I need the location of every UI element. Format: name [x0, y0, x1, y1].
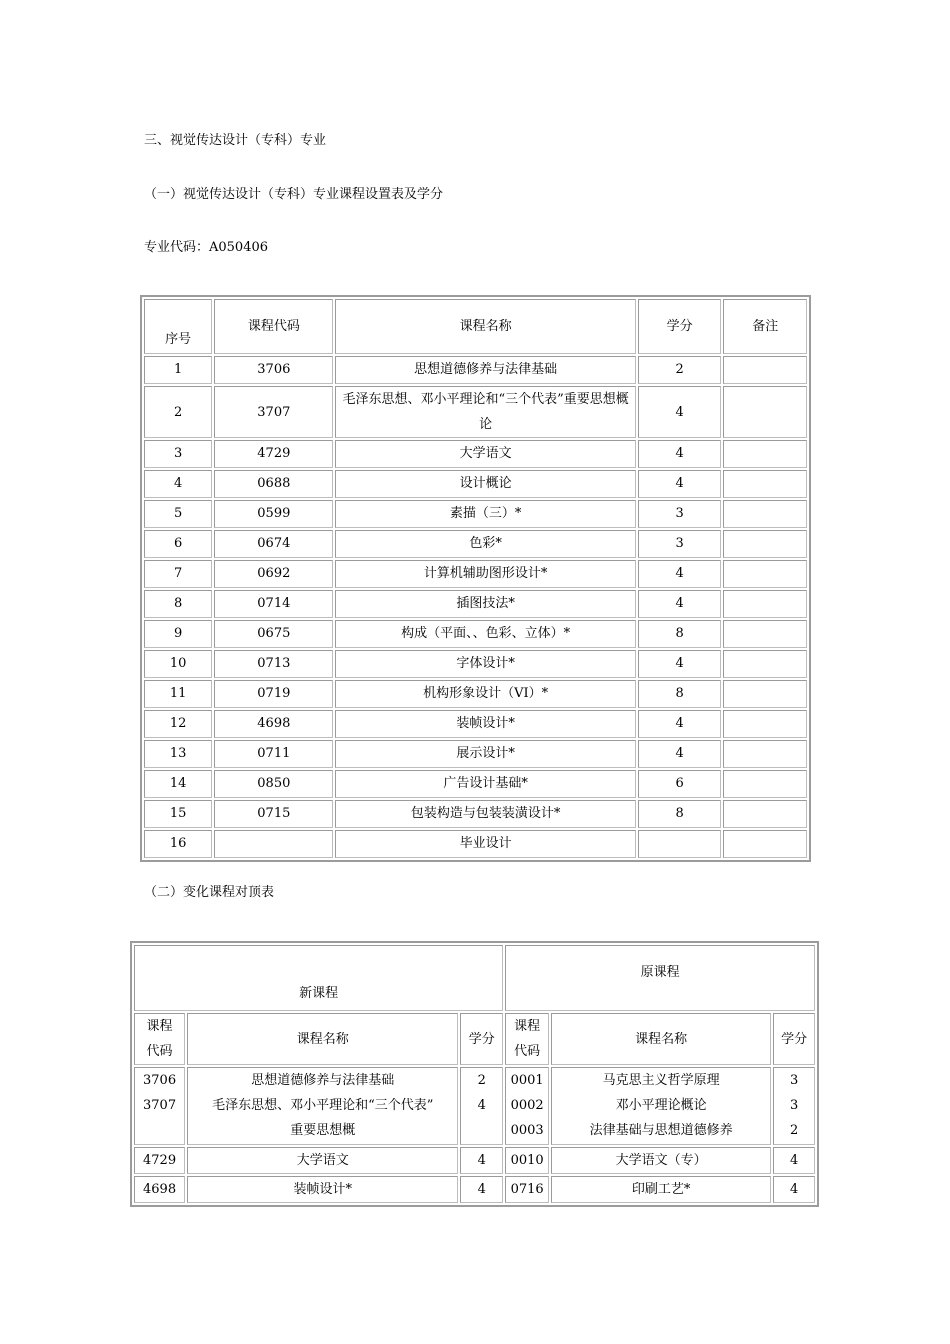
row-code: 0715	[214, 800, 333, 828]
new-codes-cell	[134, 1067, 185, 1145]
new-code-header-line1: 课程	[146, 1019, 173, 1034]
row-code: 0719	[214, 680, 333, 708]
row-seq: 14	[144, 770, 212, 798]
row-note	[723, 800, 807, 828]
old-name: 大学语文（专）	[551, 1147, 771, 1174]
table2-group-header-row	[134, 945, 815, 1011]
row-name: 设计概论	[335, 470, 636, 498]
row-name: 计算机辅助图形设计*	[335, 560, 636, 588]
old-code: 0716	[505, 1176, 549, 1203]
table-row	[144, 830, 807, 858]
row-code: 0711	[214, 740, 333, 768]
row-name: 插图技法*	[335, 590, 636, 618]
row-credit: 8	[638, 680, 722, 708]
old-course-header: 原课程	[505, 945, 815, 1011]
row-name: 思想道德修养与法律基础	[335, 356, 636, 384]
old-code: 0010	[505, 1147, 549, 1174]
table-row	[134, 1067, 815, 1145]
row-credit: 4	[638, 590, 722, 618]
row-name: 展示设计*	[335, 740, 636, 768]
old-name: 邓小平理论概论	[615, 1098, 707, 1113]
row-seq: 2	[144, 386, 212, 438]
row-note	[723, 740, 807, 768]
old-code-header	[505, 1013, 549, 1065]
row-seq: 4	[144, 470, 212, 498]
row-note	[723, 590, 807, 618]
row-seq: 10	[144, 650, 212, 678]
old-credit: 2	[789, 1123, 799, 1138]
row-code: 3707	[214, 386, 333, 438]
new-course-header: 新课程	[134, 945, 503, 1011]
row-code: 0692	[214, 560, 333, 588]
table-row	[144, 500, 807, 528]
row-note	[723, 500, 807, 528]
old-code: 0002	[510, 1098, 544, 1113]
row-code: 3706	[214, 356, 333, 384]
table-row	[134, 1176, 815, 1203]
row-credit: 4	[638, 650, 722, 678]
new-name: 重要思想概	[290, 1123, 356, 1138]
row-credit: 4	[638, 386, 722, 438]
row-seq: 5	[144, 500, 212, 528]
new-code: 3706	[143, 1073, 177, 1088]
header-credit: 学分	[638, 299, 722, 354]
table-row	[144, 530, 807, 558]
table-row	[144, 770, 807, 798]
row-note	[723, 770, 807, 798]
old-credit: 4	[773, 1176, 815, 1203]
row-seq: 13	[144, 740, 212, 768]
new-credit: 4	[460, 1147, 503, 1174]
row-credit: 4	[638, 740, 722, 768]
new-credits-cell	[460, 1067, 503, 1145]
header-name: 课程名称	[335, 299, 636, 354]
row-seq: 8	[144, 590, 212, 618]
table-row	[144, 470, 807, 498]
new-credit: 4	[477, 1098, 486, 1113]
new-code-header	[134, 1013, 185, 1065]
table2-sub-header-row	[134, 1013, 815, 1065]
header-code: 课程代码	[214, 299, 333, 354]
course-change-table	[130, 941, 819, 1207]
old-name: 马克思主义哲学原理	[602, 1073, 720, 1088]
row-credit: 3	[638, 530, 722, 558]
old-credit: 3	[789, 1098, 799, 1113]
table-row	[134, 1147, 815, 1174]
row-note	[723, 356, 807, 384]
row-note	[723, 386, 807, 438]
old-code: 0001	[510, 1073, 544, 1088]
row-credit: 4	[638, 440, 722, 468]
row-name: 机构形象设计（VI）*	[335, 680, 636, 708]
new-credit: 2	[477, 1073, 486, 1088]
row-name: 毕业设计	[335, 830, 636, 858]
row-note	[723, 710, 807, 738]
row-name: 色彩*	[335, 530, 636, 558]
old-credits-cell	[773, 1067, 815, 1145]
row-name: 构成（平面、、色彩、立体）*	[335, 620, 636, 648]
table-row	[144, 680, 807, 708]
row-seq: 7	[144, 560, 212, 588]
row-seq: 12	[144, 710, 212, 738]
row-code: 0675	[214, 620, 333, 648]
row-note	[723, 530, 807, 558]
old-code: 0003	[510, 1123, 544, 1138]
row-name: 包装构造与包装装潢设计*	[335, 800, 636, 828]
new-credit-header: 学分	[460, 1013, 503, 1065]
table-row	[144, 620, 807, 648]
table-row	[144, 590, 807, 618]
row-code: 0688	[214, 470, 333, 498]
old-codes-cell	[505, 1067, 549, 1145]
row-note	[723, 830, 807, 858]
row-seq: 9	[144, 620, 212, 648]
row-code: 0713	[214, 650, 333, 678]
row-note	[723, 440, 807, 468]
row-code: 4698	[214, 710, 333, 738]
old-credit-header: 学分	[773, 1013, 815, 1065]
row-credit: 4	[638, 470, 722, 498]
new-name: 毛泽东思想、邓小平理论和“三个代表”	[212, 1098, 434, 1113]
new-name-header: 课程名称	[187, 1013, 458, 1065]
old-credit: 4	[773, 1147, 815, 1174]
row-name: 素描（三）*	[335, 500, 636, 528]
row-seq: 16	[144, 830, 212, 858]
table-row	[144, 740, 807, 768]
section-heading: 三、视觉传达设计（专科）专业	[144, 133, 327, 148]
header-seq: 序号	[144, 299, 212, 354]
row-code: 0714	[214, 590, 333, 618]
row-credit: 8	[638, 620, 722, 648]
old-code-header-line1: 课程	[514, 1019, 541, 1034]
old-name: 法律基础与思想道德修养	[589, 1123, 733, 1138]
old-names-cell	[551, 1067, 771, 1145]
new-code-header-line2: 代码	[146, 1044, 173, 1059]
section2-title: （二）变化课程对顶表	[144, 885, 275, 900]
old-name: 印刷工艺*	[551, 1176, 771, 1203]
new-code: 4698	[134, 1176, 185, 1203]
row-note	[723, 620, 807, 648]
new-name: 装帧设计*	[187, 1176, 458, 1203]
row-seq: 1	[144, 356, 212, 384]
row-code	[214, 830, 333, 858]
row-seq: 3	[144, 440, 212, 468]
row-note	[723, 560, 807, 588]
course-credit-table	[140, 295, 811, 862]
old-credit: 3	[789, 1073, 799, 1088]
table-row	[144, 356, 807, 384]
new-name: 大学语文	[187, 1147, 458, 1174]
row-seq: 6	[144, 530, 212, 558]
new-name: 思想道德修养与法律基础	[251, 1073, 395, 1088]
row-code: 0674	[214, 530, 333, 558]
row-credit: 2	[638, 356, 722, 384]
major-code: 专业代码：A050406	[144, 240, 269, 255]
new-names-cell	[187, 1067, 458, 1145]
new-credit: 4	[460, 1176, 503, 1203]
header-note: 备注	[723, 299, 807, 354]
table-header-row	[144, 299, 807, 354]
row-code: 0599	[214, 500, 333, 528]
row-name: 装帧设计*	[335, 710, 636, 738]
row-credit: 3	[638, 500, 722, 528]
row-credit	[638, 830, 722, 858]
row-credit: 6	[638, 770, 722, 798]
row-seq: 11	[144, 680, 212, 708]
row-note	[723, 650, 807, 678]
table-row	[144, 710, 807, 738]
row-credit: 4	[638, 560, 722, 588]
table-row	[144, 386, 807, 438]
old-name-header: 课程名称	[551, 1013, 771, 1065]
old-code-header-line2: 代码	[514, 1044, 541, 1059]
table-row	[144, 800, 807, 828]
row-name: 毛泽东思想、邓小平理论和“三个代表”重要思想概论	[335, 386, 636, 438]
row-note	[723, 470, 807, 498]
row-credit: 4	[638, 710, 722, 738]
row-name: 大学语文	[335, 440, 636, 468]
row-credit: 8	[638, 800, 722, 828]
row-note	[723, 680, 807, 708]
row-code: 0850	[214, 770, 333, 798]
new-code: 3707	[143, 1098, 177, 1113]
section1-title: （一）视觉传达设计（专科）专业课程设置表及学分	[144, 187, 444, 202]
row-seq: 15	[144, 800, 212, 828]
row-name: 字体设计*	[335, 650, 636, 678]
row-name: 广告设计基础*	[335, 770, 636, 798]
new-code: 4729	[134, 1147, 185, 1174]
table-row	[144, 560, 807, 588]
row-code: 4729	[214, 440, 333, 468]
table-row	[144, 650, 807, 678]
table-row	[144, 440, 807, 468]
